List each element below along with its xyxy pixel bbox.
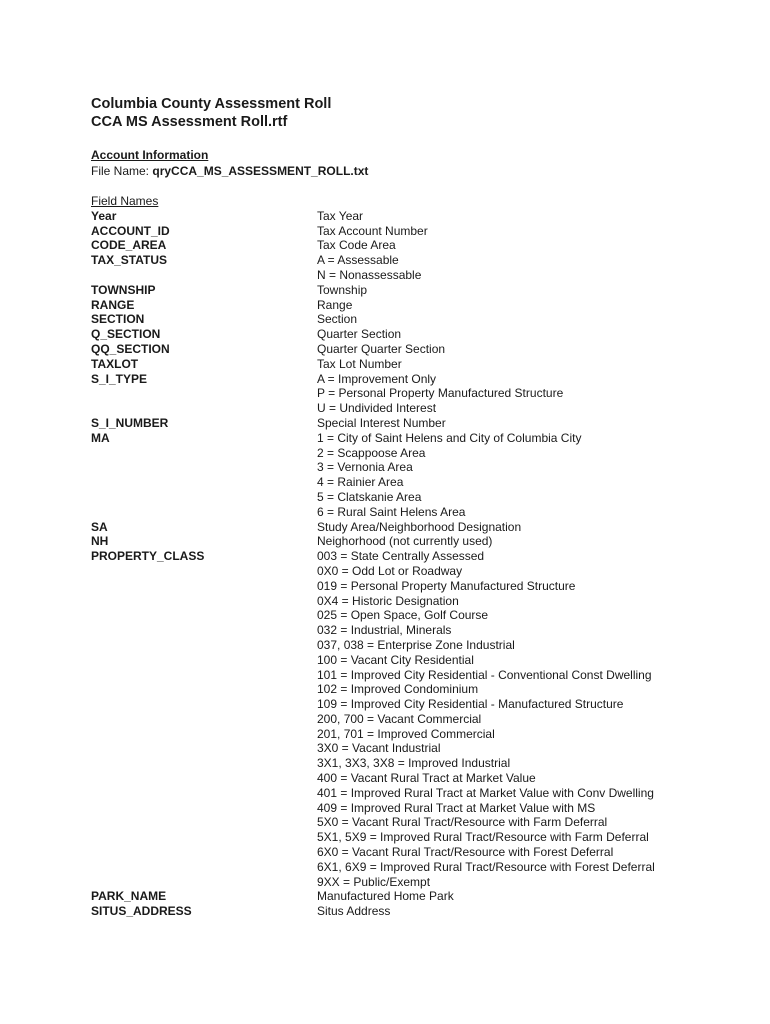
field-row — [91, 268, 731, 283]
field-description: Situs Address — [317, 904, 391, 919]
field-name-spacer — [91, 727, 317, 742]
field-description: Neighorhood (not currently used) — [317, 534, 493, 549]
field-name-spacer — [91, 697, 317, 712]
field-row — [91, 312, 731, 327]
field-name-spacer — [91, 564, 317, 579]
field-description: Manufactured Home Park — [317, 889, 454, 904]
field-row — [91, 889, 731, 904]
field-name: CODE_AREA — [91, 238, 167, 253]
field-description: 032 = Industrial, Minerals — [317, 623, 452, 638]
field-description: Quarter Section — [317, 327, 402, 342]
field-name-spacer — [91, 801, 317, 816]
field-description: 200, 700 = Vacant Commercial — [317, 711, 482, 726]
field-row — [91, 209, 731, 224]
field-row — [91, 475, 731, 490]
field-description: 4 = Rainier Area — [317, 475, 404, 490]
field-name-spacer — [91, 475, 317, 490]
field-row — [91, 608, 731, 623]
field-row — [91, 653, 731, 668]
field-name-spacer — [91, 268, 317, 283]
field-name: PARK_NAME — [91, 889, 167, 904]
field-name-spacer — [91, 653, 317, 668]
field-row — [91, 534, 731, 549]
field-description: Tax Year — [317, 208, 364, 223]
file-name-label: File Name: — [91, 163, 150, 178]
field-row — [91, 416, 731, 431]
field-description: U = Undivided Interest — [317, 401, 437, 416]
field-row — [91, 727, 731, 742]
field-name: NH — [91, 534, 109, 549]
field-name-spacer — [91, 875, 317, 890]
field-name-spacer — [91, 623, 317, 638]
field-description: 2 = Scappoose Area — [317, 445, 426, 460]
file-name-line — [91, 164, 368, 180]
field-name: Q_SECTION — [91, 327, 161, 342]
field-row — [91, 623, 731, 638]
field-row — [91, 697, 731, 712]
field-row — [91, 431, 731, 446]
field-row — [91, 594, 731, 609]
field-row — [91, 283, 731, 298]
field-description: 003 = State Centrally Assessed — [317, 549, 485, 564]
field-description: Tax Account Number — [317, 223, 428, 238]
field-row — [91, 815, 731, 830]
field-name: ACCOUNT_ID — [91, 223, 170, 238]
field-description: N = Nonassessable — [317, 267, 422, 282]
field-names-section — [91, 194, 731, 919]
field-description: 3X1, 3X3, 3X8 = Improved Industrial — [317, 756, 511, 771]
field-row — [91, 668, 731, 683]
field-row — [91, 490, 731, 505]
field-name-spacer — [91, 756, 317, 771]
field-name: TAXLOT — [91, 356, 139, 371]
field-row — [91, 904, 731, 919]
field-description: 109 = Improved City Residential - Manufactured Structure — [317, 697, 624, 712]
field-name-spacer — [91, 712, 317, 727]
field-row — [91, 342, 731, 357]
title-block — [91, 95, 331, 131]
field-row — [91, 327, 731, 342]
field-name: QQ_SECTION — [91, 341, 170, 356]
field-names-heading: Field Names — [91, 194, 159, 208]
field-name-spacer — [91, 505, 317, 520]
field-description: A = Improvement Only — [317, 371, 437, 386]
field-description: 201, 701 = Improved Commercial — [317, 726, 495, 741]
field-description: 1 = City of Saint Helens and City of Columbia City — [317, 430, 582, 445]
field-name-spacer — [91, 386, 317, 401]
document-subtitle: CCA MS Assessment Roll.rtf — [91, 114, 288, 130]
field-row — [91, 771, 731, 786]
field-name-spacer — [91, 594, 317, 609]
field-description: 0X4 = Historic Designation — [317, 593, 459, 608]
field-name-spacer — [91, 446, 317, 461]
field-row — [91, 253, 731, 268]
field-name: S_I_NUMBER — [91, 415, 169, 430]
field-name: SECTION — [91, 312, 145, 327]
field-description: 3 = Vernonia Area — [317, 460, 413, 475]
field-description: Range — [317, 297, 353, 312]
field-name-spacer — [91, 460, 317, 475]
field-description: Study Area/Neighborhood Designation — [317, 519, 522, 534]
field-name: Year — [91, 208, 117, 223]
field-description: 5X0 = Vacant Rural Tract/Resource with Farm Deferral — [317, 815, 608, 830]
field-name: TAX_STATUS — [91, 253, 168, 268]
field-name-spacer — [91, 638, 317, 653]
field-description: Tax Code Area — [317, 238, 396, 253]
field-name-spacer — [91, 608, 317, 623]
field-row — [91, 756, 731, 771]
field-name-spacer — [91, 815, 317, 830]
field-name-spacer — [91, 668, 317, 683]
field-name: PROPERTY_CLASS — [91, 549, 205, 564]
field-name: TOWNSHIP — [91, 282, 156, 297]
field-row — [91, 564, 731, 579]
field-description: Township — [317, 282, 368, 297]
account-information — [91, 148, 368, 179]
field-row — [91, 224, 731, 239]
field-row — [91, 579, 731, 594]
field-description: Special Interest Number — [317, 415, 446, 430]
field-description: A = Assessable — [317, 253, 399, 268]
field-name: MA — [91, 430, 110, 445]
field-description: 6X0 = Vacant Rural Tract/Resource with Forest Deferral — [317, 845, 614, 860]
field-description: 5 = Clatskanie Area — [317, 489, 422, 504]
field-row — [91, 830, 731, 845]
field-row — [91, 460, 731, 475]
field-description: 400 = Vacant Rural Tract at Market Value — [317, 771, 536, 786]
field-row — [91, 801, 731, 816]
file-name-value: qryCCA_MS_ASSESSMENT_ROLL.txt — [152, 163, 369, 178]
field-row — [91, 505, 731, 520]
field-list — [91, 209, 731, 919]
field-description: 0X0 = Odd Lot or Roadway — [317, 563, 463, 578]
field-name: SITUS_ADDRESS — [91, 904, 192, 919]
field-description: 3X0 = Vacant Industrial — [317, 741, 441, 756]
field-row — [91, 401, 731, 416]
field-description: 100 = Vacant City Residential — [317, 652, 474, 667]
field-description: 037, 038 = Enterprise Zone Industrial — [317, 637, 515, 652]
field-description: 101 = Improved City Residential - Conventional Const Dwelling — [317, 667, 652, 682]
field-row — [91, 386, 731, 401]
field-row — [91, 549, 731, 564]
field-description: 9XX = Public/Exempt — [317, 874, 431, 889]
field-row — [91, 298, 731, 313]
field-row — [91, 786, 731, 801]
field-row — [91, 875, 731, 890]
field-description: 401 = Improved Rural Tract at Market Value with Conv Dwelling — [317, 785, 654, 800]
field-description: 019 = Personal Property Manufactured Structure — [317, 578, 576, 593]
field-name: RANGE — [91, 297, 135, 312]
field-row — [91, 357, 731, 372]
account-information-heading: Account Information — [91, 148, 209, 162]
field-name-spacer — [91, 741, 317, 756]
field-description: 5X1, 5X9 = Improved Rural Tract/Resource with Farm Deferral — [317, 830, 649, 845]
field-description: Section — [317, 312, 358, 327]
field-name-spacer — [91, 579, 317, 594]
document-title: Columbia County Assessment Roll — [91, 96, 332, 112]
field-description: 025 = Open Space, Golf Course — [317, 608, 489, 623]
field-row — [91, 860, 731, 875]
field-name: SA — [91, 519, 108, 534]
field-description: P = Personal Property Manufactured Structure — [317, 386, 564, 401]
field-row — [91, 372, 731, 387]
field-description: 6 = Rural Saint Helens Area — [317, 504, 466, 519]
field-row — [91, 845, 731, 860]
field-row — [91, 638, 731, 653]
field-description: 6X1, 6X9 = Improved Rural Tract/Resource with Forest Deferral — [317, 859, 655, 874]
field-row — [91, 520, 731, 535]
field-name-spacer — [91, 490, 317, 505]
field-description: Quarter Quarter Section — [317, 341, 446, 356]
field-row — [91, 446, 731, 461]
field-name-spacer — [91, 786, 317, 801]
field-row — [91, 238, 731, 253]
field-name-spacer — [91, 771, 317, 786]
field-row — [91, 682, 731, 697]
field-row — [91, 741, 731, 756]
field-name-spacer — [91, 401, 317, 416]
field-row — [91, 712, 731, 727]
field-name: S_I_TYPE — [91, 371, 148, 386]
field-name-spacer — [91, 830, 317, 845]
field-name-spacer — [91, 845, 317, 860]
field-description: Tax Lot Number — [317, 356, 402, 371]
field-name-spacer — [91, 860, 317, 875]
field-name-spacer — [91, 682, 317, 697]
field-description: 102 = Improved Condominium — [317, 682, 479, 697]
field-description: 409 = Improved Rural Tract at Market Value with MS — [317, 800, 596, 815]
